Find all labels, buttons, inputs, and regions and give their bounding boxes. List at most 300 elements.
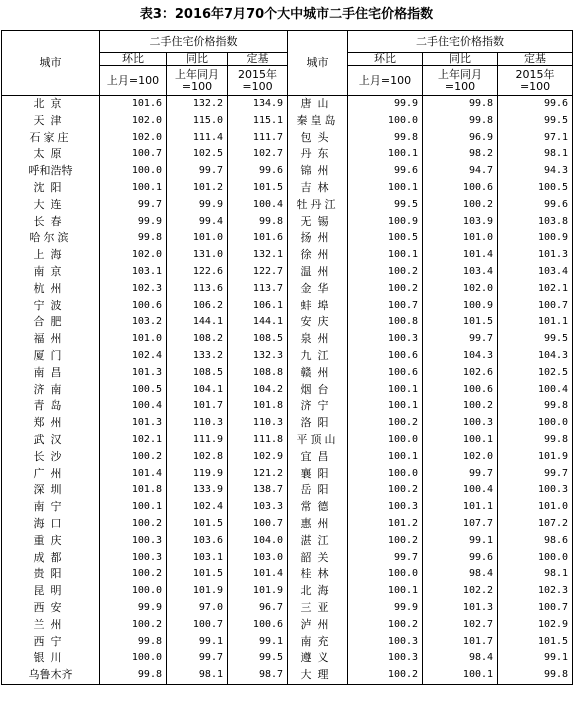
yoy-cell-right: 98.2 <box>423 146 498 163</box>
mom-cell-left: 100.7 <box>100 146 167 163</box>
fixed-cell-left: 102.7 <box>228 146 288 163</box>
fixed-cell-right: 100.7 <box>498 298 573 315</box>
yoy-cell-right: 101.0 <box>423 230 498 247</box>
table-row <box>2 197 573 214</box>
yoy-cell-right: 107.7 <box>423 516 498 533</box>
table-row <box>2 533 573 550</box>
yoy-cell-right: 100.3 <box>423 415 498 432</box>
mom-cell-right: 100.1 <box>348 180 423 197</box>
table-row <box>2 432 573 449</box>
mom-cell-left: 100.0 <box>100 583 167 600</box>
table-row <box>2 180 573 197</box>
yoy-cell-right: 99.7 <box>423 466 498 483</box>
table-row <box>2 516 573 533</box>
mom-cell-right: 100.2 <box>348 264 423 281</box>
table-header <box>2 31 573 96</box>
city-cell-left: 南昌 <box>2 365 100 382</box>
table-row <box>2 247 573 264</box>
mom-cell-right: 100.0 <box>348 566 423 583</box>
city-cell-right: 无锡 <box>288 214 348 231</box>
fixed-cell-left: 108.8 <box>228 365 288 382</box>
city-header-right: 城市 <box>288 31 348 96</box>
city-cell-right: 桂林 <box>288 566 348 583</box>
table-row <box>2 617 573 634</box>
table-row <box>2 398 573 415</box>
city-cell-left: 青岛 <box>2 398 100 415</box>
city-cell-left: 西安 <box>2 600 100 617</box>
fixed-cell-left: 98.7 <box>228 667 288 684</box>
city-cell-right: 温州 <box>288 264 348 281</box>
yoy-cell-right: 94.7 <box>423 163 498 180</box>
fixed-cell-left: 100.6 <box>228 617 288 634</box>
mom-cell-left: 100.1 <box>100 499 167 516</box>
mom-cell-right: 100.1 <box>348 583 423 600</box>
city-cell-right: 岳阳 <box>288 482 348 499</box>
yoy-cell-left: 108.5 <box>167 365 228 382</box>
table-row <box>2 499 573 516</box>
mom-cell-left: 100.2 <box>100 449 167 466</box>
mom-cell-left: 102.3 <box>100 281 167 298</box>
mom-cell-right: 100.3 <box>348 634 423 651</box>
yoy-cell-left: 102.4 <box>167 499 228 516</box>
table-row <box>2 331 573 348</box>
mom-cell-right: 100.2 <box>348 281 423 298</box>
yoy-cell-right: 100.6 <box>423 382 498 399</box>
mom-cell-right: 100.2 <box>348 415 423 432</box>
fixed-cell-left: 101.8 <box>228 398 288 415</box>
table-row <box>2 348 573 365</box>
city-cell-right: 牡丹江 <box>288 197 348 214</box>
city-cell-right: 惠州 <box>288 516 348 533</box>
mom-cell-left: 103.2 <box>100 314 167 331</box>
yoy-base-right: 上年同月=100 <box>423 66 498 96</box>
fixed-cell-right: 101.3 <box>498 247 573 264</box>
yoy-cell-left: 133.2 <box>167 348 228 365</box>
table-row <box>2 634 573 651</box>
mom-cell-right: 100.7 <box>348 298 423 315</box>
yoy-cell-left: 144.1 <box>167 314 228 331</box>
fixed-cell-left: 111.7 <box>228 130 288 147</box>
city-cell-left: 济南 <box>2 382 100 399</box>
fixed-cell-right: 99.8 <box>498 432 573 449</box>
city-cell-left: 大连 <box>2 197 100 214</box>
city-cell-right: 大理 <box>288 667 348 684</box>
mom-cell-left: 100.4 <box>100 398 167 415</box>
city-cell-left: 沈阳 <box>2 180 100 197</box>
city-cell-right: 徐州 <box>288 247 348 264</box>
fixed-cell-right: 100.9 <box>498 230 573 247</box>
city-cell-right: 泸州 <box>288 617 348 634</box>
mom-cell-left: 100.3 <box>100 533 167 550</box>
yoy-cell-right: 100.6 <box>423 180 498 197</box>
fixed-base-left: 2015年=100 <box>228 66 288 96</box>
fixed-cell-right: 99.1 <box>498 650 573 667</box>
yoy-cell-right: 100.1 <box>423 432 498 449</box>
city-cell-right: 湛江 <box>288 533 348 550</box>
yoy-cell-left: 122.6 <box>167 264 228 281</box>
fixed-cell-left: 96.7 <box>228 600 288 617</box>
city-cell-left: 宁波 <box>2 298 100 315</box>
table-row <box>2 365 573 382</box>
table-row <box>2 449 573 466</box>
fixed-cell-right: 99.5 <box>498 331 573 348</box>
mom-cell-left: 100.5 <box>100 382 167 399</box>
price-index-table <box>1 30 573 685</box>
table-row <box>2 96 573 113</box>
table-row <box>2 113 573 130</box>
mom-cell-right: 100.0 <box>348 432 423 449</box>
fixed-header-left: 定基 <box>228 53 288 66</box>
city-cell-right: 包头 <box>288 130 348 147</box>
city-cell-left: 福州 <box>2 331 100 348</box>
fixed-cell-right: 102.1 <box>498 281 573 298</box>
fixed-cell-right: 98.6 <box>498 533 573 550</box>
mom-cell-right: 100.3 <box>348 331 423 348</box>
yoy-cell-right: 100.2 <box>423 398 498 415</box>
mom-cell-left: 100.2 <box>100 516 167 533</box>
mom-cell-right: 100.5 <box>348 230 423 247</box>
city-cell-left: 厦门 <box>2 348 100 365</box>
city-cell-left: 长沙 <box>2 449 100 466</box>
yoy-cell-right: 99.8 <box>423 96 498 113</box>
city-cell-right: 蚌埠 <box>288 298 348 315</box>
city-cell-right: 金华 <box>288 281 348 298</box>
table-row <box>2 230 573 247</box>
yoy-cell-right: 101.1 <box>423 499 498 516</box>
fixed-cell-left: 121.2 <box>228 466 288 483</box>
table-row <box>2 550 573 567</box>
mom-cell-left: 102.1 <box>100 432 167 449</box>
fixed-cell-left: 99.1 <box>228 634 288 651</box>
yoy-cell-right: 102.6 <box>423 365 498 382</box>
mom-base-left: 上月=100 <box>100 66 167 96</box>
mom-cell-right: 100.3 <box>348 650 423 667</box>
table-row <box>2 298 573 315</box>
yoy-cell-right: 100.4 <box>423 482 498 499</box>
city-cell-left: 海口 <box>2 516 100 533</box>
city-cell-right: 赣州 <box>288 365 348 382</box>
yoy-cell-left: 99.7 <box>167 650 228 667</box>
mom-base-right: 上月=100 <box>348 66 423 96</box>
fixed-cell-right: 98.1 <box>498 566 573 583</box>
yoy-base-left: 上年同月=100 <box>167 66 228 96</box>
yoy-cell-left: 99.7 <box>167 163 228 180</box>
mom-cell-right: 99.8 <box>348 130 423 147</box>
mom-cell-left: 99.8 <box>100 667 167 684</box>
yoy-cell-left: 99.9 <box>167 197 228 214</box>
yoy-cell-right: 98.4 <box>423 650 498 667</box>
table-row <box>2 667 573 684</box>
yoy-cell-right: 102.0 <box>423 449 498 466</box>
yoy-cell-left: 102.5 <box>167 146 228 163</box>
mom-cell-left: 103.1 <box>100 264 167 281</box>
mom-cell-left: 102.4 <box>100 348 167 365</box>
fixed-header-right: 定基 <box>498 53 573 66</box>
mom-cell-left: 102.0 <box>100 247 167 264</box>
yoy-cell-left: 131.0 <box>167 247 228 264</box>
table-row <box>2 281 573 298</box>
yoy-header-right: 同比 <box>423 53 498 66</box>
yoy-cell-left: 101.5 <box>167 516 228 533</box>
city-cell-left: 重庆 <box>2 533 100 550</box>
city-cell-right: 北海 <box>288 583 348 600</box>
city-cell-left: 哈尔滨 <box>2 230 100 247</box>
mom-cell-left: 101.0 <box>100 331 167 348</box>
index-group-header-right: 二手住宅价格指数 <box>348 31 573 53</box>
yoy-cell-right: 96.9 <box>423 130 498 147</box>
table-row <box>2 264 573 281</box>
yoy-cell-left: 99.1 <box>167 634 228 651</box>
fixed-cell-right: 103.8 <box>498 214 573 231</box>
fixed-cell-left: 103.3 <box>228 499 288 516</box>
mom-cell-right: 100.2 <box>348 482 423 499</box>
mom-cell-left: 101.3 <box>100 415 167 432</box>
yoy-cell-left: 103.6 <box>167 533 228 550</box>
mom-cell-right: 100.2 <box>348 667 423 684</box>
table-row <box>2 163 573 180</box>
fixed-cell-left: 99.5 <box>228 650 288 667</box>
city-cell-left: 武汉 <box>2 432 100 449</box>
yoy-cell-right: 101.3 <box>423 600 498 617</box>
fixed-cell-left: 122.7 <box>228 264 288 281</box>
city-cell-right: 三亚 <box>288 600 348 617</box>
mom-cell-right: 100.1 <box>348 247 423 264</box>
fixed-cell-left: 106.1 <box>228 298 288 315</box>
city-cell-left: 贵阳 <box>2 566 100 583</box>
fixed-cell-right: 101.9 <box>498 449 573 466</box>
city-cell-right: 安庆 <box>288 314 348 331</box>
fixed-cell-left: 111.8 <box>228 432 288 449</box>
city-cell-right: 常德 <box>288 499 348 516</box>
mom-cell-right: 100.2 <box>348 617 423 634</box>
fixed-cell-left: 101.4 <box>228 566 288 583</box>
mom-cell-left: 99.9 <box>100 214 167 231</box>
yoy-cell-left: 115.0 <box>167 113 228 130</box>
fixed-cell-left: 101.9 <box>228 583 288 600</box>
table-row <box>2 566 573 583</box>
fixed-cell-right: 98.1 <box>498 146 573 163</box>
city-cell-left: 南京 <box>2 264 100 281</box>
city-cell-right: 秦皇岛 <box>288 113 348 130</box>
city-cell-right: 济宁 <box>288 398 348 415</box>
city-cell-left: 成都 <box>2 550 100 567</box>
fixed-cell-right: 102.3 <box>498 583 573 600</box>
mom-cell-left: 99.8 <box>100 634 167 651</box>
mom-cell-left: 101.6 <box>100 96 167 113</box>
yoy-cell-left: 101.7 <box>167 398 228 415</box>
fixed-cell-left: 132.1 <box>228 247 288 264</box>
city-header-left: 城市 <box>2 31 100 96</box>
city-cell-left: 乌鲁木齐 <box>2 667 100 684</box>
fixed-cell-left: 144.1 <box>228 314 288 331</box>
yoy-header-left: 同比 <box>167 53 228 66</box>
yoy-cell-left: 108.2 <box>167 331 228 348</box>
city-cell-right: 丹东 <box>288 146 348 163</box>
fixed-cell-right: 101.0 <box>498 499 573 516</box>
city-cell-right: 宜昌 <box>288 449 348 466</box>
mom-cell-left: 99.8 <box>100 230 167 247</box>
yoy-cell-left: 133.9 <box>167 482 228 499</box>
mom-header-left: 环比 <box>100 53 167 66</box>
fixed-cell-right: 99.8 <box>498 667 573 684</box>
city-cell-left: 太原 <box>2 146 100 163</box>
table-row <box>2 650 573 667</box>
yoy-cell-right: 99.8 <box>423 113 498 130</box>
fixed-cell-right: 100.5 <box>498 180 573 197</box>
city-cell-left: 兰州 <box>2 617 100 634</box>
yoy-cell-left: 104.1 <box>167 382 228 399</box>
fixed-cell-left: 99.8 <box>228 214 288 231</box>
fixed-cell-left: 102.9 <box>228 449 288 466</box>
mom-cell-left: 101.4 <box>100 466 167 483</box>
yoy-cell-left: 111.9 <box>167 432 228 449</box>
mom-cell-left: 100.1 <box>100 180 167 197</box>
mom-cell-left: 100.2 <box>100 617 167 634</box>
yoy-cell-right: 100.1 <box>423 667 498 684</box>
mom-cell-right: 100.6 <box>348 365 423 382</box>
yoy-cell-right: 102.0 <box>423 281 498 298</box>
fixed-cell-left: 101.5 <box>228 180 288 197</box>
city-cell-left: 昆明 <box>2 583 100 600</box>
fixed-cell-right: 99.6 <box>498 197 573 214</box>
table-row <box>2 466 573 483</box>
yoy-cell-left: 97.0 <box>167 600 228 617</box>
mom-cell-right: 100.0 <box>348 113 423 130</box>
city-cell-right: 遵义 <box>288 650 348 667</box>
fixed-cell-right: 97.1 <box>498 130 573 147</box>
yoy-cell-left: 111.4 <box>167 130 228 147</box>
mom-cell-right: 100.2 <box>348 533 423 550</box>
city-cell-right: 烟台 <box>288 382 348 399</box>
city-cell-right: 唐山 <box>288 96 348 113</box>
fixed-cell-right: 100.7 <box>498 600 573 617</box>
mom-cell-left: 100.3 <box>100 550 167 567</box>
city-cell-left: 石家庄 <box>2 130 100 147</box>
mom-cell-left: 101.8 <box>100 482 167 499</box>
yoy-cell-right: 101.4 <box>423 247 498 264</box>
fixed-cell-right: 107.2 <box>498 516 573 533</box>
fixed-cell-right: 99.7 <box>498 466 573 483</box>
yoy-cell-left: 132.2 <box>167 96 228 113</box>
fixed-cell-left: 100.7 <box>228 516 288 533</box>
table-row <box>2 583 573 600</box>
mom-cell-right: 100.6 <box>348 348 423 365</box>
fixed-cell-right: 101.1 <box>498 314 573 331</box>
city-cell-left: 合肥 <box>2 314 100 331</box>
fixed-cell-right: 102.9 <box>498 617 573 634</box>
mom-cell-right: 99.6 <box>348 163 423 180</box>
yoy-cell-right: 104.3 <box>423 348 498 365</box>
fixed-cell-left: 138.7 <box>228 482 288 499</box>
city-cell-right: 襄阳 <box>288 466 348 483</box>
fixed-cell-left: 108.5 <box>228 331 288 348</box>
mom-cell-right: 100.3 <box>348 499 423 516</box>
table-row <box>2 415 573 432</box>
table-body <box>2 96 573 685</box>
yoy-cell-right: 102.2 <box>423 583 498 600</box>
table-row <box>2 382 573 399</box>
fixed-base-right: 2015年=100 <box>498 66 573 96</box>
city-cell-right: 南充 <box>288 634 348 651</box>
table-row <box>2 214 573 231</box>
city-cell-left: 南宁 <box>2 499 100 516</box>
city-cell-left: 广州 <box>2 466 100 483</box>
mom-cell-right: 100.1 <box>348 146 423 163</box>
yoy-cell-right: 100.2 <box>423 197 498 214</box>
yoy-cell-left: 102.8 <box>167 449 228 466</box>
fixed-cell-left: 101.6 <box>228 230 288 247</box>
fixed-cell-right: 100.0 <box>498 550 573 567</box>
fixed-cell-right: 99.8 <box>498 398 573 415</box>
mom-cell-right: 99.9 <box>348 600 423 617</box>
fixed-cell-left: 132.3 <box>228 348 288 365</box>
yoy-cell-left: 101.5 <box>167 566 228 583</box>
city-cell-right: 扬州 <box>288 230 348 247</box>
mom-cell-left: 100.6 <box>100 298 167 315</box>
yoy-cell-right: 99.1 <box>423 533 498 550</box>
city-cell-right: 韶关 <box>288 550 348 567</box>
table-row <box>2 130 573 147</box>
fixed-cell-left: 99.6 <box>228 163 288 180</box>
city-cell-right: 平顶山 <box>288 432 348 449</box>
mom-cell-left: 99.9 <box>100 600 167 617</box>
city-cell-right: 吉林 <box>288 180 348 197</box>
fixed-cell-right: 100.3 <box>498 482 573 499</box>
mom-cell-right: 101.2 <box>348 516 423 533</box>
yoy-cell-right: 98.4 <box>423 566 498 583</box>
city-cell-right: 锦州 <box>288 163 348 180</box>
yoy-cell-left: 101.2 <box>167 180 228 197</box>
fixed-cell-right: 99.5 <box>498 113 573 130</box>
table-row <box>2 314 573 331</box>
yoy-cell-left: 101.0 <box>167 230 228 247</box>
city-cell-left: 杭州 <box>2 281 100 298</box>
city-cell-right: 九江 <box>288 348 348 365</box>
yoy-cell-left: 110.3 <box>167 415 228 432</box>
yoy-cell-left: 103.1 <box>167 550 228 567</box>
fixed-cell-left: 134.9 <box>228 96 288 113</box>
mom-cell-right: 99.9 <box>348 96 423 113</box>
table-title: 表3：2016年7月70个大中城市二手住宅价格指数 <box>139 7 434 22</box>
yoy-cell-right: 102.7 <box>423 617 498 634</box>
mom-cell-left: 99.7 <box>100 197 167 214</box>
mom-header-right: 环比 <box>348 53 423 66</box>
city-cell-right: 洛阳 <box>288 415 348 432</box>
yoy-cell-left: 98.1 <box>167 667 228 684</box>
city-cell-left: 北京 <box>2 96 100 113</box>
city-cell-left: 深圳 <box>2 482 100 499</box>
yoy-cell-left: 106.2 <box>167 298 228 315</box>
yoy-cell-left: 100.7 <box>167 617 228 634</box>
mom-cell-right: 99.5 <box>348 197 423 214</box>
yoy-cell-right: 103.9 <box>423 214 498 231</box>
table-row <box>2 482 573 499</box>
fixed-cell-right: 100.0 <box>498 415 573 432</box>
fixed-cell-left: 104.0 <box>228 533 288 550</box>
mom-cell-left: 102.0 <box>100 113 167 130</box>
yoy-cell-right: 99.7 <box>423 331 498 348</box>
mom-cell-right: 100.1 <box>348 382 423 399</box>
mom-cell-left: 101.3 <box>100 365 167 382</box>
fixed-cell-left: 115.1 <box>228 113 288 130</box>
city-cell-left: 上海 <box>2 247 100 264</box>
fixed-cell-right: 104.3 <box>498 348 573 365</box>
fixed-cell-right: 103.4 <box>498 264 573 281</box>
city-cell-right: 泉州 <box>288 331 348 348</box>
fixed-cell-left: 100.4 <box>228 197 288 214</box>
fixed-cell-left: 104.2 <box>228 382 288 399</box>
yoy-cell-right: 103.4 <box>423 264 498 281</box>
